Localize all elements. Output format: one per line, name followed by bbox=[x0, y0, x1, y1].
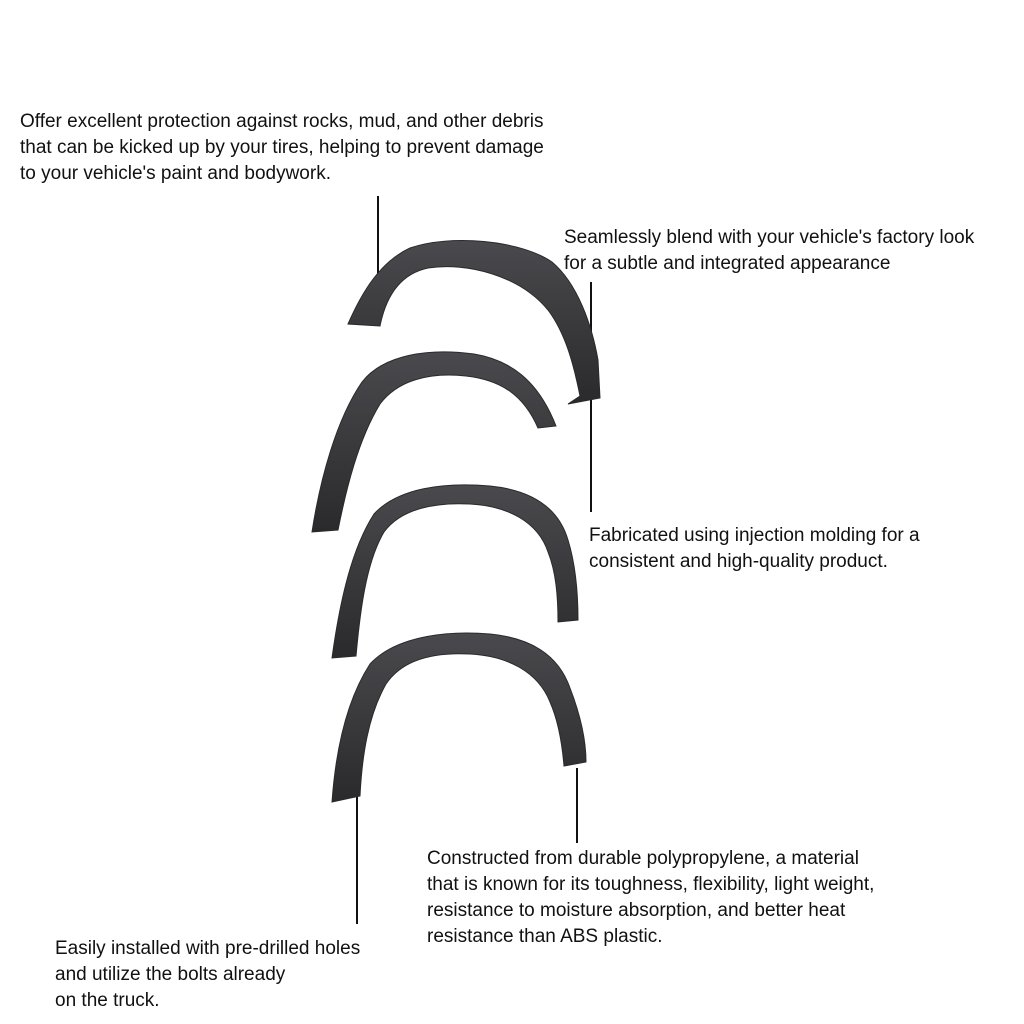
callout-line: that can be kicked up by your tires, helping to prevent damage bbox=[20, 137, 544, 158]
callout-line: Fabricated using injection molding for a bbox=[589, 525, 920, 546]
callout-line: that is known for its toughness, flexibility, light weight, bbox=[427, 874, 875, 895]
callout-line: resistance than ABS plastic. bbox=[427, 926, 663, 947]
fender-flare-4 bbox=[332, 633, 586, 802]
fender-flare-3 bbox=[332, 485, 578, 658]
callout-line: Constructed from durable polypropylene, a material bbox=[427, 848, 859, 869]
callout-line: and utilize the bolts already bbox=[55, 964, 286, 985]
callout-line: on the truck. bbox=[55, 990, 160, 1011]
callout-line: Easily installed with pre-drilled holes bbox=[55, 938, 361, 959]
callout-line: resistance to moisture absorption, and better heat bbox=[427, 900, 846, 921]
callout-line: for a subtle and integrated appearance bbox=[564, 253, 891, 274]
callout-line: Seamlessly blend with your vehicle's factory look bbox=[564, 227, 975, 248]
callout-line: to your vehicle's paint and bodywork. bbox=[20, 163, 331, 184]
callout-line: consistent and high-quality product. bbox=[589, 551, 888, 572]
callout-line: Offer excellent protection against rocks, mud, and other debris bbox=[20, 111, 544, 132]
